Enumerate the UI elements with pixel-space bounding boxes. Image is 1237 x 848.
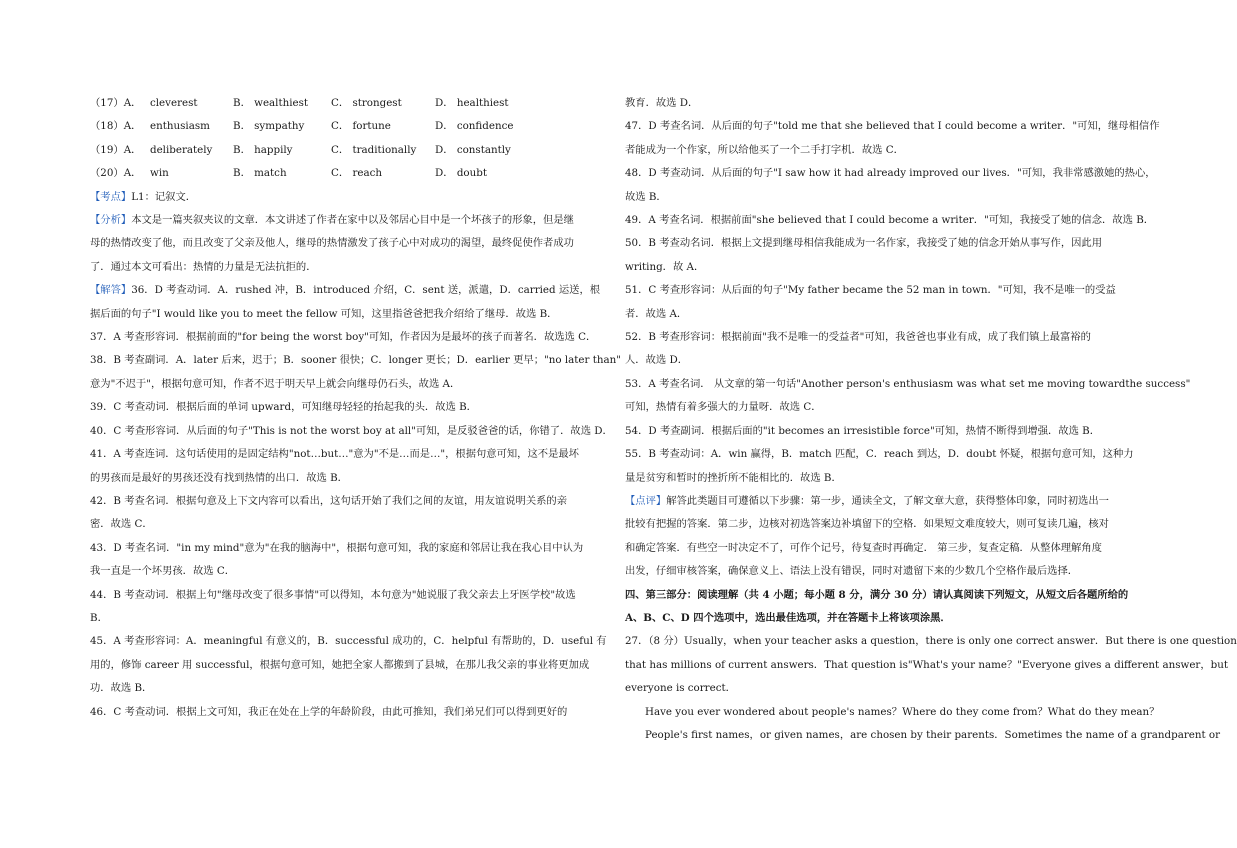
option-a: deliberately <box>150 143 213 156</box>
dianping-line: 出发，仔细审核答案，确保意义上、语法上没有错误，同时对遗留下来的少数几个空格作最后选择． <box>625 565 1079 578</box>
option-a: cleverest <box>150 97 198 109</box>
option-c: C． fortune <box>331 120 391 133</box>
option-number: （18）A． <box>90 120 142 133</box>
dianping-line: 和确定答案．有些空一时决定不了，可作个记号，待复查时再确定． 第三步，复查定稿．从整体理解角度 <box>625 541 1102 554</box>
answer-45: 45．A 考查形容词：A．meaningful 有意义的，B．successful 成功的，C．helpful 有帮助的，D．useful 有 <box>90 635 607 648</box>
fenxi-line: 了．通过本文可看出：热情的力量是无法抗拒的． <box>90 260 317 273</box>
passage-line: everyone is correct． <box>625 682 736 695</box>
section-heading-cont: A、B、C、D 四个选项中，选出最佳选项，并在答题卡上将该项涂黑． <box>625 611 951 624</box>
answer-55: 55．B 考查动词：A．win 赢得，B．match 匹配，C．reach 到达，D．doubt 怀疑，根据句意可知，这种力 <box>625 448 1134 461</box>
answer-41: 41．A 考查连词．这句话使用的是固定结构"not…but…"意为"不是…而是…"，根据句意可知，这不是最坏 <box>90 448 579 461</box>
jieda-text: 36．D 考查动词．A．rushed 冲，B．introduced 介绍，C．sent 送，派遣，D．carried 运送，根 <box>131 284 601 297</box>
answer-42-cont: 密．故选 C． <box>90 518 153 531</box>
answer-41-cont: 的男孩而是最好的男孩还没有找到热情的出口．故选 B． <box>90 471 348 484</box>
answer-39: 39．C 考查动词．根据后面的单词 upward，可知继母轻轻的抬起我的头．故选 B． <box>90 401 477 414</box>
option-b: B． sympathy <box>233 120 305 133</box>
option-row-19 <box>90 139 589 162</box>
section-heading: 四、第三部分：阅读理解（共 4 小题；每小题 8 分，满分 30 分）请认真阅读下列短文，从短文后各题所给的 <box>625 588 1129 601</box>
answer-45-cont: 功．故选 B． <box>90 682 153 695</box>
answer-40: 40．C 考查形容词．从后面的句子"This is not the worst boy at all"可知，是反驳爸爸的话，你错了．故选 D． <box>90 424 613 437</box>
option-row-18 <box>90 115 589 138</box>
passage-line: that has millions of current answers．That question is"What's your name？"Everyone gives a different answer，but <box>625 658 1229 671</box>
left-column <box>90 92 621 724</box>
answer-42: 42．B 考查名词．根据句意及上下文内容可以看出，这句话开始了我们之间的友谊，用友谊说明关系的亲 <box>90 494 568 507</box>
kaodian-line <box>90 186 589 209</box>
answer-53-cont: 可知，热情有着多强大的力量呀．故选 C． <box>625 401 822 414</box>
answer-48-cont: 故选 B． <box>625 190 667 203</box>
answer-37: 37．A 考查形容词．根据前面的"for being the worst boy"可知，作者因为是最坏的孩子而著名．故选选 C． <box>90 331 597 344</box>
option-number: （19）A． <box>90 143 142 156</box>
option-row-17 <box>90 92 589 115</box>
option-c: C． strongest <box>331 97 402 109</box>
answer-line: 据后面的句子"I would like you to meet the fellow 可知，这里指爸爸把我介绍给了继母．故选 B． <box>90 307 558 320</box>
answer-50: 50．B 考查动名词．根据上文提到继母相信我能成为一名作家，我接受了她的信念开始从事写作，因此用 <box>625 237 1103 250</box>
option-d: D． constantly <box>435 143 511 156</box>
dianping-line <box>625 490 1128 513</box>
answer-47: 47．D 考查名词．从后面的句子"told me that she believed that I could become a writer．"可知，继母相信作 <box>625 120 1160 133</box>
fenxi-tag: 【分析】 <box>90 214 132 227</box>
answer-43-cont: 我一直是一个坏男孩．故选 C． <box>90 565 236 578</box>
answer-52-cont: 人．故选 D． <box>625 354 689 367</box>
answer-44-cont: B． <box>90 611 108 624</box>
dianping-tag: 【点评】 <box>625 494 667 507</box>
option-b: B． wealthiest <box>233 97 309 109</box>
option-d: D． confidence <box>435 120 514 133</box>
passage-paragraph: People's first names，or given names，are chosen by their parents．Sometimes the name of a grandparent or <box>645 728 1221 741</box>
option-b: B． match <box>233 167 287 180</box>
answer-54: 54．D 考查副词．根据后面的"it becomes an irresistible force"可知，热情不断得到增强．故选 B． <box>625 424 1101 437</box>
right-column <box>625 92 1237 747</box>
fenxi-text: 本文是一篇夹叙夹议的文章．本文讲述了作者在家中以及邻居心目中是一个坏孩子的形象，但是继 <box>131 214 574 227</box>
kaodian-tag: 【考点】 <box>90 190 132 203</box>
answer-47-cont: 者能成为一个作家，所以给他买了一个二手打字机．故选 C． <box>625 143 904 156</box>
question-27: 27．（8 分）Usually，when your teacher asks a question，there is only one correct answer．But there is one question <box>625 635 1237 648</box>
answer-53: 53．A 考查名词． 从文章的第一句话"Another person's enthusiasm was what set me moving towardthe success" <box>625 377 1191 390</box>
passage-paragraph: Have you ever wondered about people's names？Where do they come from？What do they mean？ <box>645 705 1160 718</box>
answer-45-cont: 用的，修饰 career 用 successful，根据句意可知，她把全家人都搬到了县城，在那儿我父亲的事业将更加成 <box>90 658 590 671</box>
answer-46-cont: 教育．故选 D． <box>625 97 699 109</box>
option-a: win <box>150 167 169 180</box>
answer-38-cont: 意为"不迟于"，根据句意可知，作者不迟于明天早上就会向继母仍石头，故选 A． <box>90 377 461 390</box>
answer-51-cont: 者．故选 A． <box>625 307 688 320</box>
option-a: enthusiasm <box>150 120 210 133</box>
option-b: B． happily <box>233 143 293 156</box>
option-number: （20）A． <box>90 167 142 180</box>
answer-50-cont: writing．故 A． <box>625 260 705 273</box>
answer-48: 48．D 考查动词．从后面的句子"I saw how it had already improved our lives．"可知，我非常感激她的热心， <box>625 167 1156 180</box>
fenxi-line <box>90 209 589 232</box>
fenxi-line: 母的热情改变了他，而且改变了父亲及他人，继母的热情激发了孩子心中对成功的渴望，最终促使作者成功 <box>90 237 574 250</box>
answer-51: 51．C 考查形容词：从后面的句子"My father became the 52 man in town．"可知，我不是唯一的受益 <box>625 284 1116 297</box>
answer-46: 46．C 考查动词．根据上文可知，我正在处在上学的年龄阶段，由此可推知，我们弟兄们可以得到更好的 <box>90 705 568 718</box>
kaodian-text: L1：记叙文． <box>131 190 197 203</box>
option-d: D． doubt <box>435 167 487 180</box>
answer-38: 38．B 考查副词．A．later 后来，迟于；B．sooner 很快；C．longer 更长；D．earlier 更早；"no later than" <box>90 354 621 367</box>
answer-55-cont: 量是贫穷和暂时的挫折所不能相比的．故选 B． <box>625 471 842 484</box>
option-number: （17）A． <box>90 97 142 109</box>
option-c: C． reach <box>331 167 383 180</box>
option-row-20 <box>90 162 589 185</box>
answer-43: 43．D 考查名词．"in my mind"意为"在我的脑海中"，根据句意可知，我的家庭和邻居让我在我心目中认为 <box>90 541 584 554</box>
answer-49: 49．A 考查名词．根据前面"she believed that I could become a writer．"可知，我接受了她的信念．故选 B． <box>625 214 1155 227</box>
jieda-tag: 【解答】 <box>90 284 132 297</box>
jieda-line <box>90 279 601 302</box>
answer-52: 52．B 考查形容词：根据前面"我不是唯一的受益者"可知，我爸爸也事业有成，成了我们镇上最富裕的 <box>625 331 1091 344</box>
answer-44: 44．B 考查动词．根据上句"继母改变了很多事情"可以得知，本句意为"她说服了我父亲去上牙医学校"故选 <box>90 588 576 601</box>
option-c: C． traditionally <box>331 143 417 156</box>
dianping-text: 解答此类题目可遵循以下步骤：第一步，通读全文，了解文章大意，获得整体印象，同时初选出一 <box>666 494 1109 507</box>
dianping-line: 批较有把握的答案．第二步，边核对初选答案边补填留下的空格．如果短文难度较大，则可复读几遍，核对 <box>625 518 1109 531</box>
option-d: D． healthiest <box>435 97 509 109</box>
